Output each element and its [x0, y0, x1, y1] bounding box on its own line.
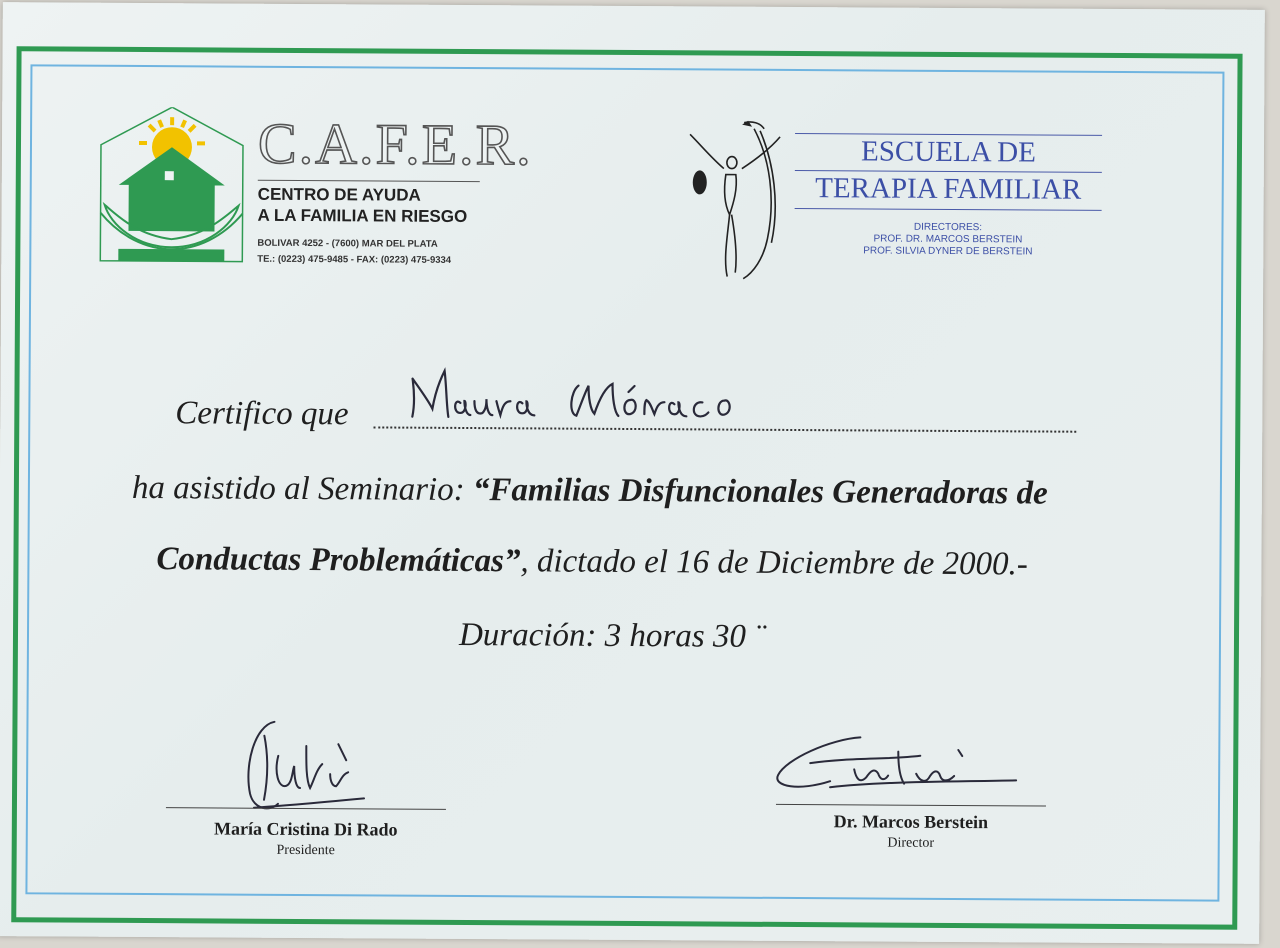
- director-2: PROF. SILVIA DYNER DE BERSTEIN: [863, 245, 1033, 258]
- escuela-title-line2: TERAPIA FAMILIAR: [815, 172, 1082, 206]
- seminar-title-part2: Conductas Problemáticas”: [156, 541, 521, 580]
- dancer-figure-icon: [683, 118, 788, 281]
- cafer-address: BOLIVAR 4252 - (7600) MAR DEL PLATA: [257, 237, 438, 250]
- attended-prefix: ha asistido al Seminario:: [131, 469, 465, 508]
- escuela-title-line1: ESCUELA DE: [860, 135, 1036, 169]
- directors-label: DIRECTORES:: [913, 221, 983, 234]
- cafer-acronym: C.A.F.E.R.: [257, 110, 534, 178]
- directors-block: [794, 221, 1101, 259]
- seminar-line-1: [132, 470, 1048, 513]
- cafer-org-name: [258, 184, 468, 227]
- cafer-contact: [257, 236, 451, 269]
- duration: Duración: 3 horas 30 ¨: [458, 616, 766, 655]
- certificate-paper: [0, 2, 1265, 944]
- org-name-line2: A LA FAMILIA EN RIESGO: [257, 205, 468, 226]
- signatory-right-role: Director: [887, 835, 935, 851]
- seminar-line-2: [156, 541, 1028, 583]
- dictated-date: , dictado el 16 de Diciembre de 2000.-: [520, 543, 1028, 583]
- seminar-title-part1: “Familias Disfuncionales Generadoras de: [472, 472, 1048, 512]
- recipient-handwritten-name: [408, 357, 748, 429]
- signatory-left-name: María Cristina Di Rado: [214, 818, 398, 840]
- signature-left-handwritten: [234, 716, 375, 817]
- cafer-house-logo: [96, 107, 247, 268]
- certifies-label: Certifico que: [175, 395, 349, 433]
- director-1: PROF. DR. MARCOS BERSTEIN: [873, 233, 1023, 246]
- signatory-right-name: Dr. Marcos Berstein: [833, 811, 989, 833]
- signature-right-handwritten: [770, 729, 1020, 801]
- cafer-phones: TE.: (0223) 475-9485 - FAX: (0223) 475-9334: [257, 253, 452, 266]
- escuela-title: [795, 135, 1102, 207]
- org-name-line1: CENTRO DE AYUDA: [257, 184, 421, 205]
- signatory-left-role: Presidente: [276, 842, 335, 859]
